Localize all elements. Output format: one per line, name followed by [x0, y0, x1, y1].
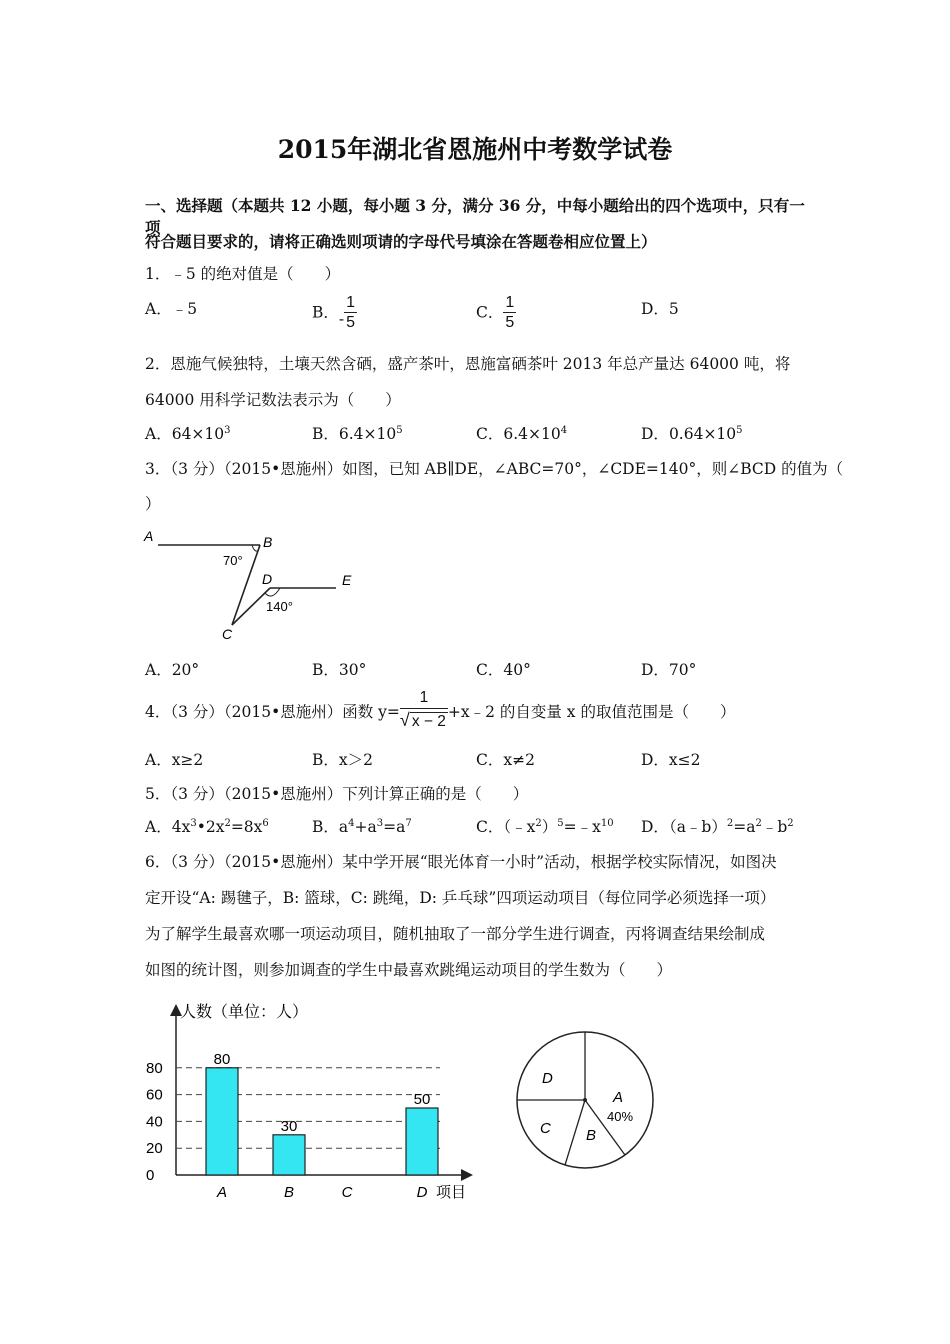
q1-option-c-numerator: 1 [505, 294, 515, 311]
q3-line2: ） [145, 495, 161, 513]
bar-y-tick-40: 40 [146, 1113, 163, 1131]
q4-option-d: D．x≤2 [641, 751, 701, 769]
label-d: D [262, 571, 273, 587]
q2-option-b-exponent: 5 [396, 424, 403, 436]
pie-label-c: C [540, 1120, 551, 1137]
bar-value-label-D: 50 [413, 1091, 431, 1108]
q2-option-c [476, 422, 567, 444]
q6-line3: 为了解学生最喜欢哪一项运动项目，随机抽取了一部分学生进行调查，丙将调查结果绘制成 [145, 925, 766, 943]
q4-option-b: B．x＞2 [312, 751, 373, 769]
bar-D [406, 1108, 438, 1175]
q4-radicand: x − 2 [411, 713, 446, 730]
bar-y-tick-60: 60 [146, 1086, 163, 1104]
angle-d-arc [265, 588, 280, 596]
bar-x-axis-label: 项目 [436, 1184, 467, 1201]
q4-option-a: A．x≥2 [145, 751, 204, 769]
pie-center [583, 1098, 587, 1102]
q2-option-b-base: 6.4×10 [338, 425, 397, 443]
bar-category-label-D: D [416, 1184, 428, 1201]
q2-option-d [641, 422, 743, 444]
q1-option-a: A．﹣5 [145, 300, 198, 318]
bar-value-label-A: 80 [213, 1050, 231, 1068]
label-c: C [222, 626, 233, 642]
pie-label-a: A [613, 1089, 624, 1106]
q2-option-a-exponent: 3 [224, 424, 231, 436]
q1-option-b-numerator: 1 [346, 294, 356, 311]
q2-option-b [312, 422, 403, 444]
section-heading-line2: 符合题目要求的，请将正确选则项请的字母代号填涂在答题卷相应位置上） [145, 232, 657, 251]
label-e: E [342, 572, 352, 588]
bar-A [206, 1068, 238, 1175]
pie-label-b: B [586, 1127, 597, 1144]
pie-divider-b-c [565, 1100, 585, 1165]
q6-pie-chart [510, 1025, 670, 1185]
q2-option-a [145, 422, 231, 444]
q5-option-a-label: A． [145, 818, 172, 836]
q1-option-c-denominator: 5 [505, 314, 515, 331]
q6-line4: 如图的统计图，则参加调查的学生中最喜欢跳绳运动项目的学生数为（ ） [145, 961, 673, 979]
bar-category-label-A: A [216, 1184, 228, 1201]
q5-option-b: B．$a^4+a^3=a^7$ [312, 817, 412, 836]
bar-B [273, 1135, 305, 1175]
q3-geometry-figure [140, 525, 370, 645]
q1-option-b-fraction [344, 294, 357, 333]
q5-option-c-label: C． [476, 818, 504, 836]
sqrt-symbol: √ [399, 710, 410, 730]
q1-option-b [312, 294, 357, 333]
q2-option-a-base: 64×10 [171, 425, 225, 443]
q5-option-c: C．$(﹣x^2)^5=﹣x^{10}$ [476, 817, 614, 836]
q1-option-b-sign: - [338, 309, 345, 328]
q4-stem-pre: 4．（3 分）（2015•恩施州）函数 y= [145, 702, 400, 721]
angle-d-label: 140° [266, 599, 293, 614]
section-heading-line1: 一、选择题（本题共 12 小题，每小题 3 分，满分 36 分，中每小题给出的四个选项中，只有一项 [145, 196, 805, 237]
q1-option-c-fraction [503, 294, 516, 333]
q2-line1: 2．恩施气候独特，土壤天然含硒，盛产茶叶，恩施富硒茶叶 2013 年总产量达 64000 吨，将 [145, 355, 791, 373]
q6-bar-chart [140, 995, 480, 1205]
angle-b-arc [252, 545, 258, 551]
q1-option-c-label: C． [476, 303, 504, 322]
label-a: A [144, 528, 154, 544]
pie-percent-a: 40% [607, 1109, 634, 1124]
bar-y-tick-0: 0 [146, 1167, 155, 1184]
q2-line2: 64000 用科学记数法表示为（ ） [145, 391, 401, 409]
bar-marks [206, 1051, 438, 1201]
q4-fraction [400, 688, 448, 733]
q4-fraction-denominator [400, 709, 448, 733]
q1-option-b-label: B． [312, 303, 339, 322]
q2-option-b-label: B． [312, 425, 339, 443]
q4-option-c: C．x≠2 [476, 751, 535, 769]
bar-y-tick-80: 80 [146, 1059, 163, 1077]
q1-stem: 1．﹣5 的绝对值是（ ） [145, 265, 341, 283]
q2-option-c-label: C． [476, 425, 504, 443]
q1-option-d: D．5 [641, 300, 679, 318]
q3-option-d: D．70° [641, 661, 697, 679]
q3-option-b: B．30° [312, 661, 367, 679]
q5-option-b-label: B． [312, 818, 339, 836]
q2-option-a-label: A． [145, 425, 172, 443]
q5-option-d-label: D． [641, 818, 669, 836]
q2-option-d-exponent: 5 [736, 424, 743, 436]
q5-option-a: A．$4x^3•2x^2=8x^6$ [145, 817, 269, 836]
q3-option-a: A．20° [145, 661, 200, 679]
bar-y-axis-label: 人数（单位：人） [180, 1004, 309, 1021]
bar-y-tick-20: 20 [146, 1140, 163, 1158]
q2-option-c-exponent: 4 [560, 424, 568, 436]
bar-category-label-B: B [283, 1184, 295, 1201]
q3-line1: 3．（3 分）（2015•恩施州）如图，已知 AB∥DE，∠ABC=70°，∠CDE=140°，则∠BCD 的值为（ [145, 460, 844, 478]
q1-option-b-denominator: 5 [346, 314, 356, 331]
q4-stem-post: +x﹣2 的自变量 x 的取值范围是（ ） [447, 702, 736, 721]
q6-line2: 定开设“A: 踢毽子，B: 篮球，C: 跳绳，D: 乒乓球”四项运动项目（每位同学必须选择一项） [145, 889, 776, 907]
page-title: 2015年湖北省恩施州中考数学试卷 [277, 135, 673, 164]
pie-label-d: D [542, 1070, 553, 1087]
angle-b-label: 70° [223, 553, 243, 568]
q4-fraction-numerator: 1 [400, 688, 448, 709]
bar-category-label-C: C [341, 1184, 353, 1201]
q5-stem: 5．（3 分）（2015•恩施州）下列计算正确的是（ ） [145, 785, 529, 803]
q2-option-d-base: 0.64×10 [668, 425, 737, 443]
q2-option-d-label: D． [641, 425, 669, 443]
q4-stem [145, 688, 735, 733]
label-b: B [263, 534, 273, 550]
q1-option-c [476, 294, 516, 333]
q6-line1: 6．（3 分）（2015•恩施州）某中学开展“眼光体育一小时”活动，根据学校实际情况，如图决 [145, 853, 777, 871]
bar-value-label-B: 30 [280, 1117, 298, 1135]
q3-option-c: C．40° [476, 661, 531, 679]
q2-option-c-base: 6.4×10 [503, 425, 561, 443]
q5-option-d: D．$(a﹣b)^2=a^2﹣b^2$ [641, 817, 794, 836]
